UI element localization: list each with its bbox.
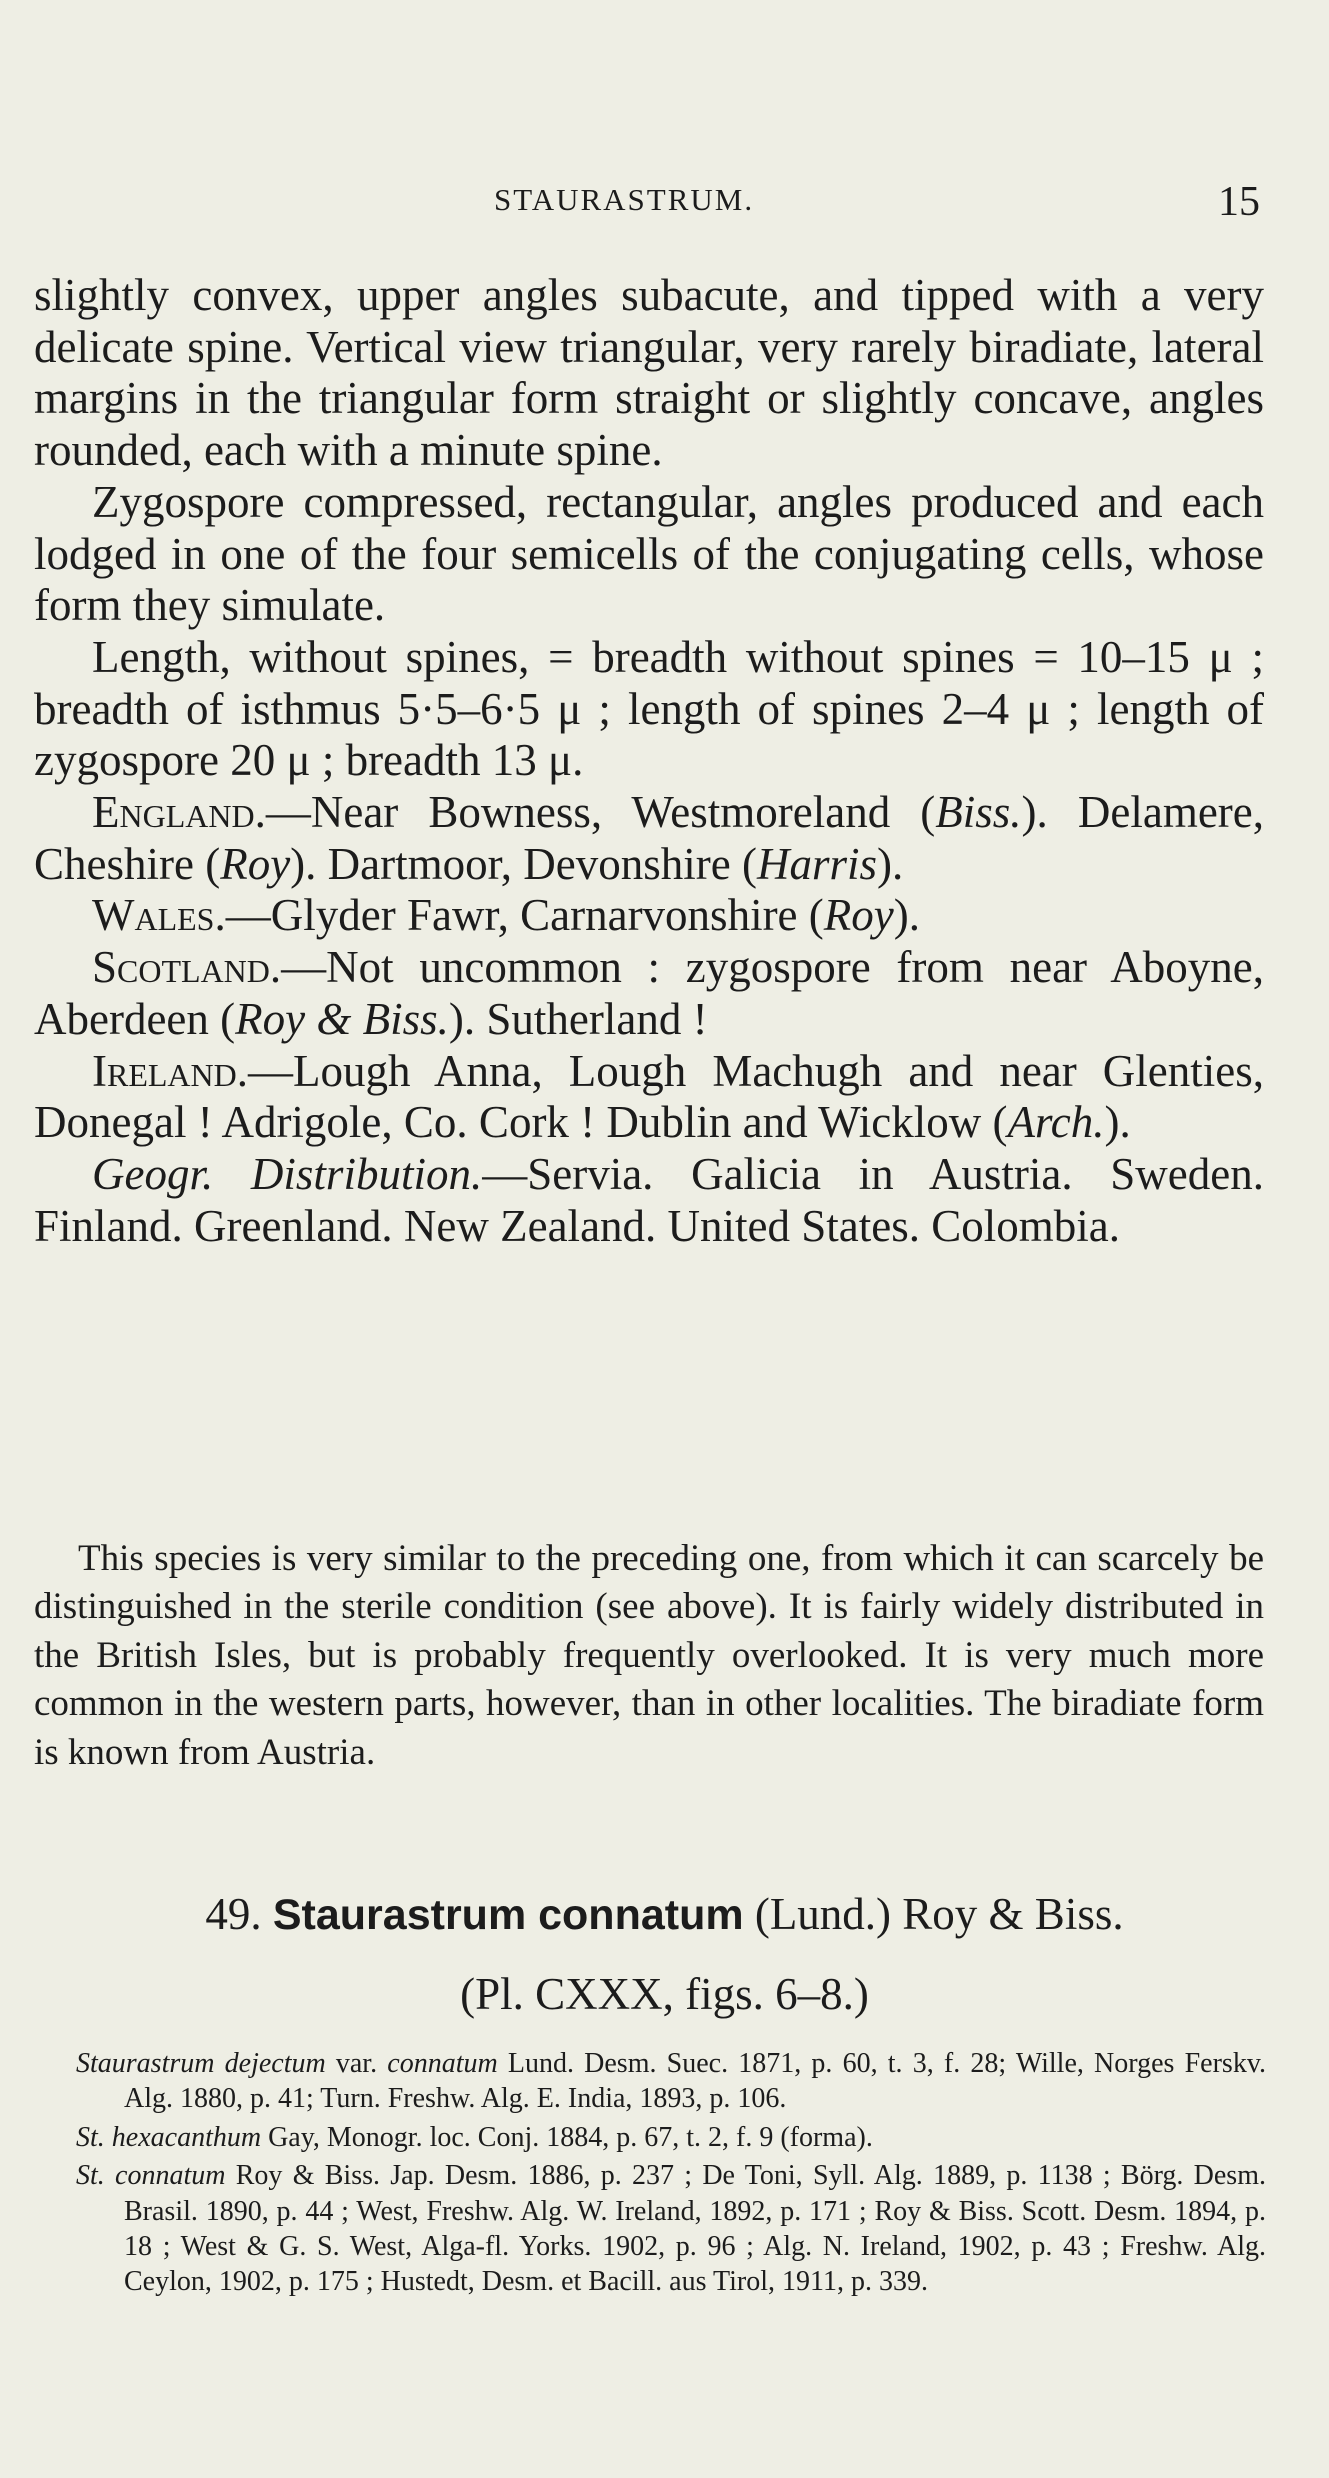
synonym-entry (76, 2120, 1266, 2155)
description-paragraph: slightly convex, upper angles subacute, and tipped with a very delicate spine. Vertical view triangular, very rarely biradiate, lateral margins in the triangular form straight or slightly concave, angles rounded, each with a minute spine. (34, 270, 1264, 476)
synonym-entry (76, 2158, 1266, 2300)
region-label: England. (92, 787, 266, 838)
geographic-distribution: Geogr. Distribution.—Servia. Galicia in Austria. Sweden. Finland. Greenland. New Zealand. United States. Colombia. (34, 1148, 1264, 1251)
synonym-entry: Staurastrum dejectum var. connatum Lund. Desm. Suec. 1871, p. 60, t. 3, f. 28; Wille, Norges Ferskv. Alg. 1880, p. 41; Turn. Freshw. Alg. E. India, 1893, p. 106. (76, 2048, 1266, 2115)
region-label: Wales. (92, 890, 226, 941)
species-number: 49. (205, 1889, 262, 1939)
collector-name: Biss. (935, 787, 1022, 838)
variety-name: connatum (387, 2048, 498, 2079)
synonymy (76, 2046, 1266, 2300)
species-heading (0, 1888, 1329, 1940)
plate-reference: (Pl. CXXX, figs. 6–8.) (460, 1969, 869, 2019)
page-number: 15 (1218, 179, 1260, 225)
collector-name: Roy & Biss. (235, 993, 449, 1044)
collector-name: Harris (756, 838, 878, 889)
distribution-england: England.—Near Bowness, Westmoreland (Biss.). Delamere, Cheshire (Roy). Dartmoor, Devonshire (Harris). (34, 787, 1265, 889)
synonym-references: Lund. Desm. Suec. 1871, p. 60, t. 3, f. 28; Wille, Norges Ferskv. Alg. 1880, p. 41; Turn. Freshw. Alg. E. India, 1893, p. 106. (124, 2048, 1266, 2115)
species-name: Staurastrum connatum (272, 1891, 744, 1939)
distribution-scotland: Scotland.—Not uncommon : zygospore from near Aboyne, Aberdeen (Roy & Biss.). Sutherland ! (34, 942, 1264, 1044)
remarks (34, 1535, 1264, 1777)
synonym-name: St. connatum (76, 2160, 226, 2192)
description-text (34, 270, 1264, 1252)
collector-name: Roy (220, 838, 291, 889)
collector-name: Roy (823, 890, 894, 941)
measurements-paragraph: Length, without spines, = breadth without spines = 10–15 μ ; breadth of isthmus 5·5–6·5 μ ; length of spines 2–4 μ ; length of zygospore 20 μ ; breadth 13 μ. (34, 631, 1264, 786)
running-head: STAURASTRUM. (494, 182, 755, 217)
collector-name: Arch. (1007, 1097, 1105, 1148)
region-label: Ireland. (92, 1045, 249, 1096)
region-label: Geogr. Distribution. (92, 1148, 483, 1199)
distribution-ireland: Ireland.—Lough Anna, Lough Machugh and near Glenties, Donegal ! Adrigole, Co. Cork ! Dublin and Wicklow (Arch.). (34, 1045, 1264, 1148)
synonym-name: St. hexacanthum (76, 2121, 262, 2153)
species-authority: (Lund.) Roy & Biss. (754, 1889, 1124, 1939)
region-label: Scotland. (92, 942, 282, 993)
page-header (0, 178, 1329, 228)
synonym-references: Gay, Monogr. loc. Conj. 1884, p. 67, t. 2, f. 9 (forma). (261, 2121, 873, 2153)
synonym-references: Roy & Biss. Jap. Desm. 1886, p. 237 ; De Toni, Syll. Alg. 1889, p. 1138 ; Börg. Desm. Brasil. 1890, p. 44 ; West, Freshw. Alg. W. Ireland, 1892, p. 171 ; Roy & Biss. Scott. Desm. 1894, p. 18 ; West & G. S. West, Alga-fl. Yorks. 1902, p. 96 ; Alg. N. Ireland, 1902, p. 43 ; Freshw. Alg. Ceylon, 1902, p. 175 ; Hustedt, Desm. et Bacill. aus Tirol, 1911, p. 339. (124, 2160, 1266, 2298)
zygospore-paragraph: Zygospore compressed, rectangular, angles produced and each lodged in one of the four semicells of the conjugating cells, whose form they simulate. (34, 476, 1264, 631)
remarks-paragraph: This species is very similar to the preceding one, from which it can scarcely be distinguished in the sterile condition (see above). It is fairly widely distributed in the British Isles, but is probably frequently overlooked. It is very much more common in the western parts, however, than in other localities. The biradiate form is known from Austria. (34, 1538, 1264, 1773)
synonym-name: Staurastrum dejectum (76, 2048, 326, 2079)
distribution-wales: Wales.—Glyder Fawr, Carnarvonshire (Roy). (92, 890, 920, 941)
